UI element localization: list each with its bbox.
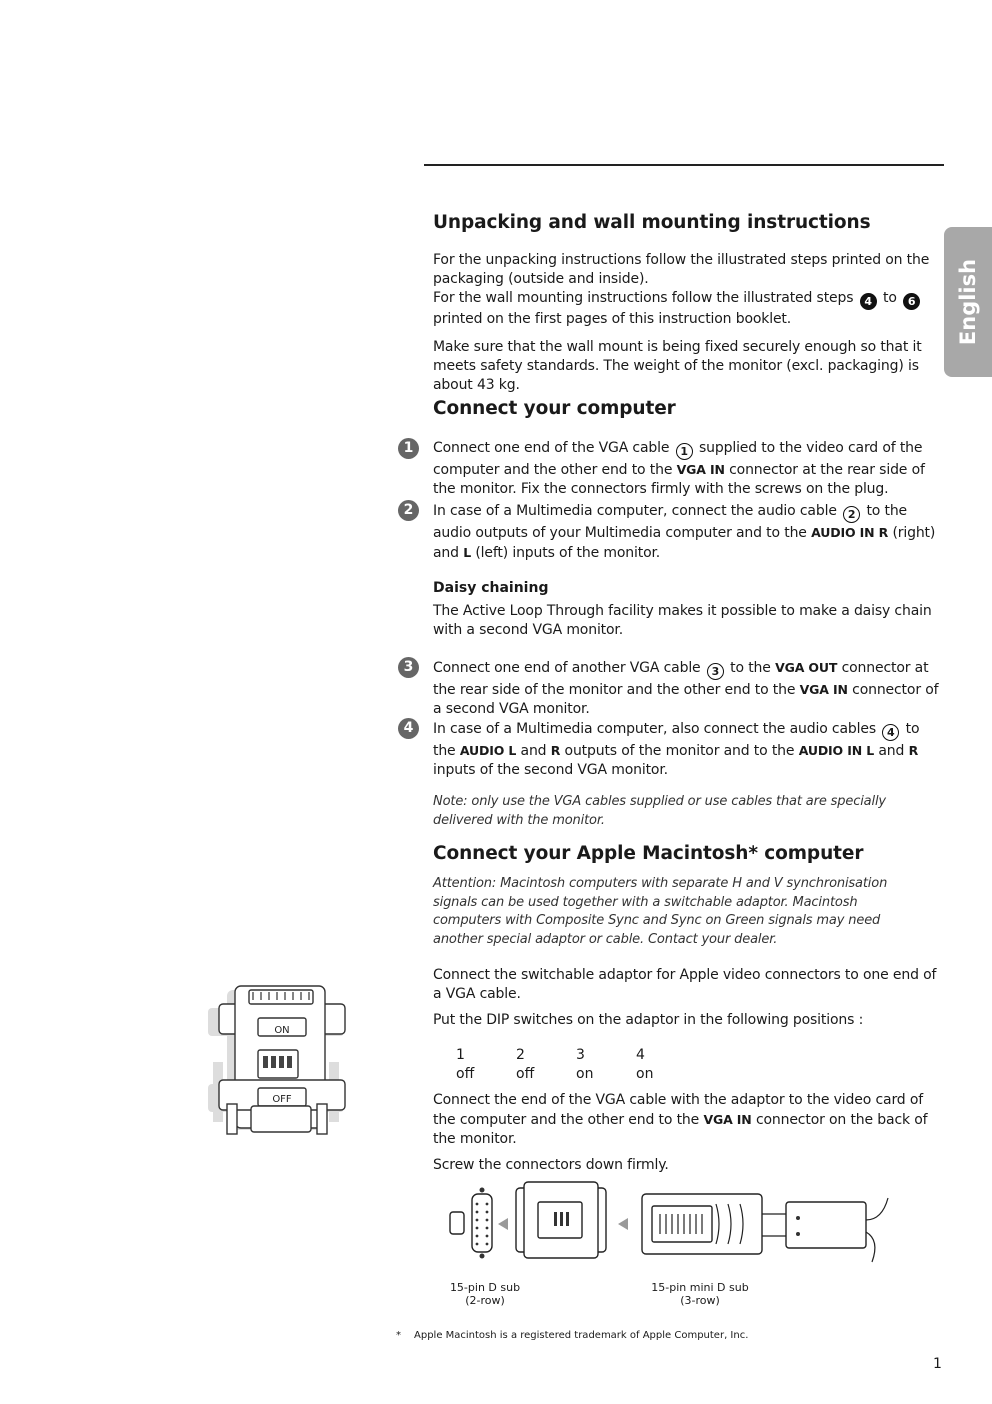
switchable-adaptor-illustration: [205, 982, 350, 1142]
cable-4-icon: 4: [882, 724, 899, 741]
mac-paragraph-3: Connect the end of the VGA cable with the adaptor to the video card of the computer and the other end to the VGA IN connector on the back of the monitor.: [433, 1092, 928, 1147]
unpacking-paragraph-1: For the unpacking instructions follow the illustrated steps printed on the packaging (outside and inside).: [433, 252, 930, 287]
step-4-marker: 4: [398, 718, 419, 739]
mac-title: Connect your Apple Macintosh* computer: [433, 843, 864, 864]
unpacking-paragraph-3: Make sure that the wall mount is being fixed securely enough so that it meets safety standards. The weight of the monitor (excl. packaging) is about 43 kg.: [433, 339, 922, 393]
unpacking-section: [433, 212, 943, 233]
caption-left: 15-pin D sub (2-row): [449, 1281, 521, 1307]
page-number: 1: [933, 1356, 942, 1372]
cable-3-icon: 3: [707, 663, 724, 680]
step-4-text: In case of a Multimedia computer, also connect the audio cables 4 to the AUDIO L and R outputs of the monitor and to the AUDIO IN L and R inputs of the second VGA monitor.: [433, 721, 920, 778]
step-2-marker: 2: [398, 500, 419, 521]
cable-1-icon: 1: [676, 443, 693, 460]
language-tab-label: English: [956, 258, 980, 346]
daisy-chaining-title: Daisy chaining: [433, 580, 549, 596]
mac-paragraph-4: Screw the connectors down firmly.: [433, 1157, 669, 1173]
cable-2-icon: 2: [843, 506, 860, 523]
step-1-marker: 1: [398, 438, 419, 459]
dip-switch-table: [456, 1046, 696, 1084]
step-3-marker: 3: [398, 657, 419, 678]
trademark-footnote: * Apple Macintosh is a registered trademark of Apple Computer, Inc.: [396, 1330, 749, 1341]
step-6-icon: 6: [903, 293, 920, 310]
header-rule: [424, 164, 944, 166]
step-1-text: Connect one end of the VGA cable 1 supplied to the video card of the computer and the other end to the VGA IN connector at the rear side of the monitor. Fix the connectors firmly with the screws on the plug.: [433, 440, 925, 497]
dip-number-row: 1 2 3 4: [456, 1047, 645, 1063]
unpacking-paragraph-2: For the wall mounting instructions follow the illustrated steps 4 to 6 printed on the first pages of this instruction booklet.: [433, 289, 943, 329]
daisy-chaining-text: The Active Loop Through facility makes it possible to make a daisy chain with a second VGA monitor.: [433, 603, 932, 638]
mac-paragraph-2: Put the DIP switches on the adaptor in the following positions :: [433, 1012, 864, 1028]
step-4-icon: 4: [860, 293, 877, 310]
unpacking-title: Unpacking and wall mounting instructions: [433, 212, 871, 233]
adaptor-off-label: OFF: [272, 1094, 292, 1105]
adaptor-on-label: ON: [274, 1025, 290, 1036]
mac-attention: Attention: Macintosh computers with separate H and V synchronisation signals can be used together with a switchable adaptor. Macintosh computers with Composite Sync and Sync on Green signals may need another special adaptor or cable. Contact your dealer.: [433, 876, 888, 947]
step-3-text: Connect one end of another VGA cable 3 to the VGA OUT connector at the rear side of the monitor and the other end to the VGA IN connector of a second VGA monitor.: [433, 660, 939, 717]
dip-state-row: off off on on: [456, 1066, 654, 1082]
step-2-text: In case of a Multimedia computer, connect the audio cable 2 to the audio outputs of your Multimedia computer and to the AUDIO IN R (right) and L (left) inputs of the monitor.: [433, 503, 936, 561]
mac-paragraph-1: Connect the switchable adaptor for Apple video connectors to one end of a VGA cable.: [433, 967, 937, 1002]
caption-right: 15-pin mini D sub (3-row): [651, 1281, 749, 1307]
unpacking-body: [433, 251, 943, 395]
connect-title: Connect your computer: [433, 398, 676, 419]
language-tab: [944, 227, 992, 377]
connector-chain-illustration: [446, 1180, 892, 1270]
cable-note: Note: only use the VGA cables supplied or use cables that are specially delivered with the monitor.: [433, 794, 886, 828]
